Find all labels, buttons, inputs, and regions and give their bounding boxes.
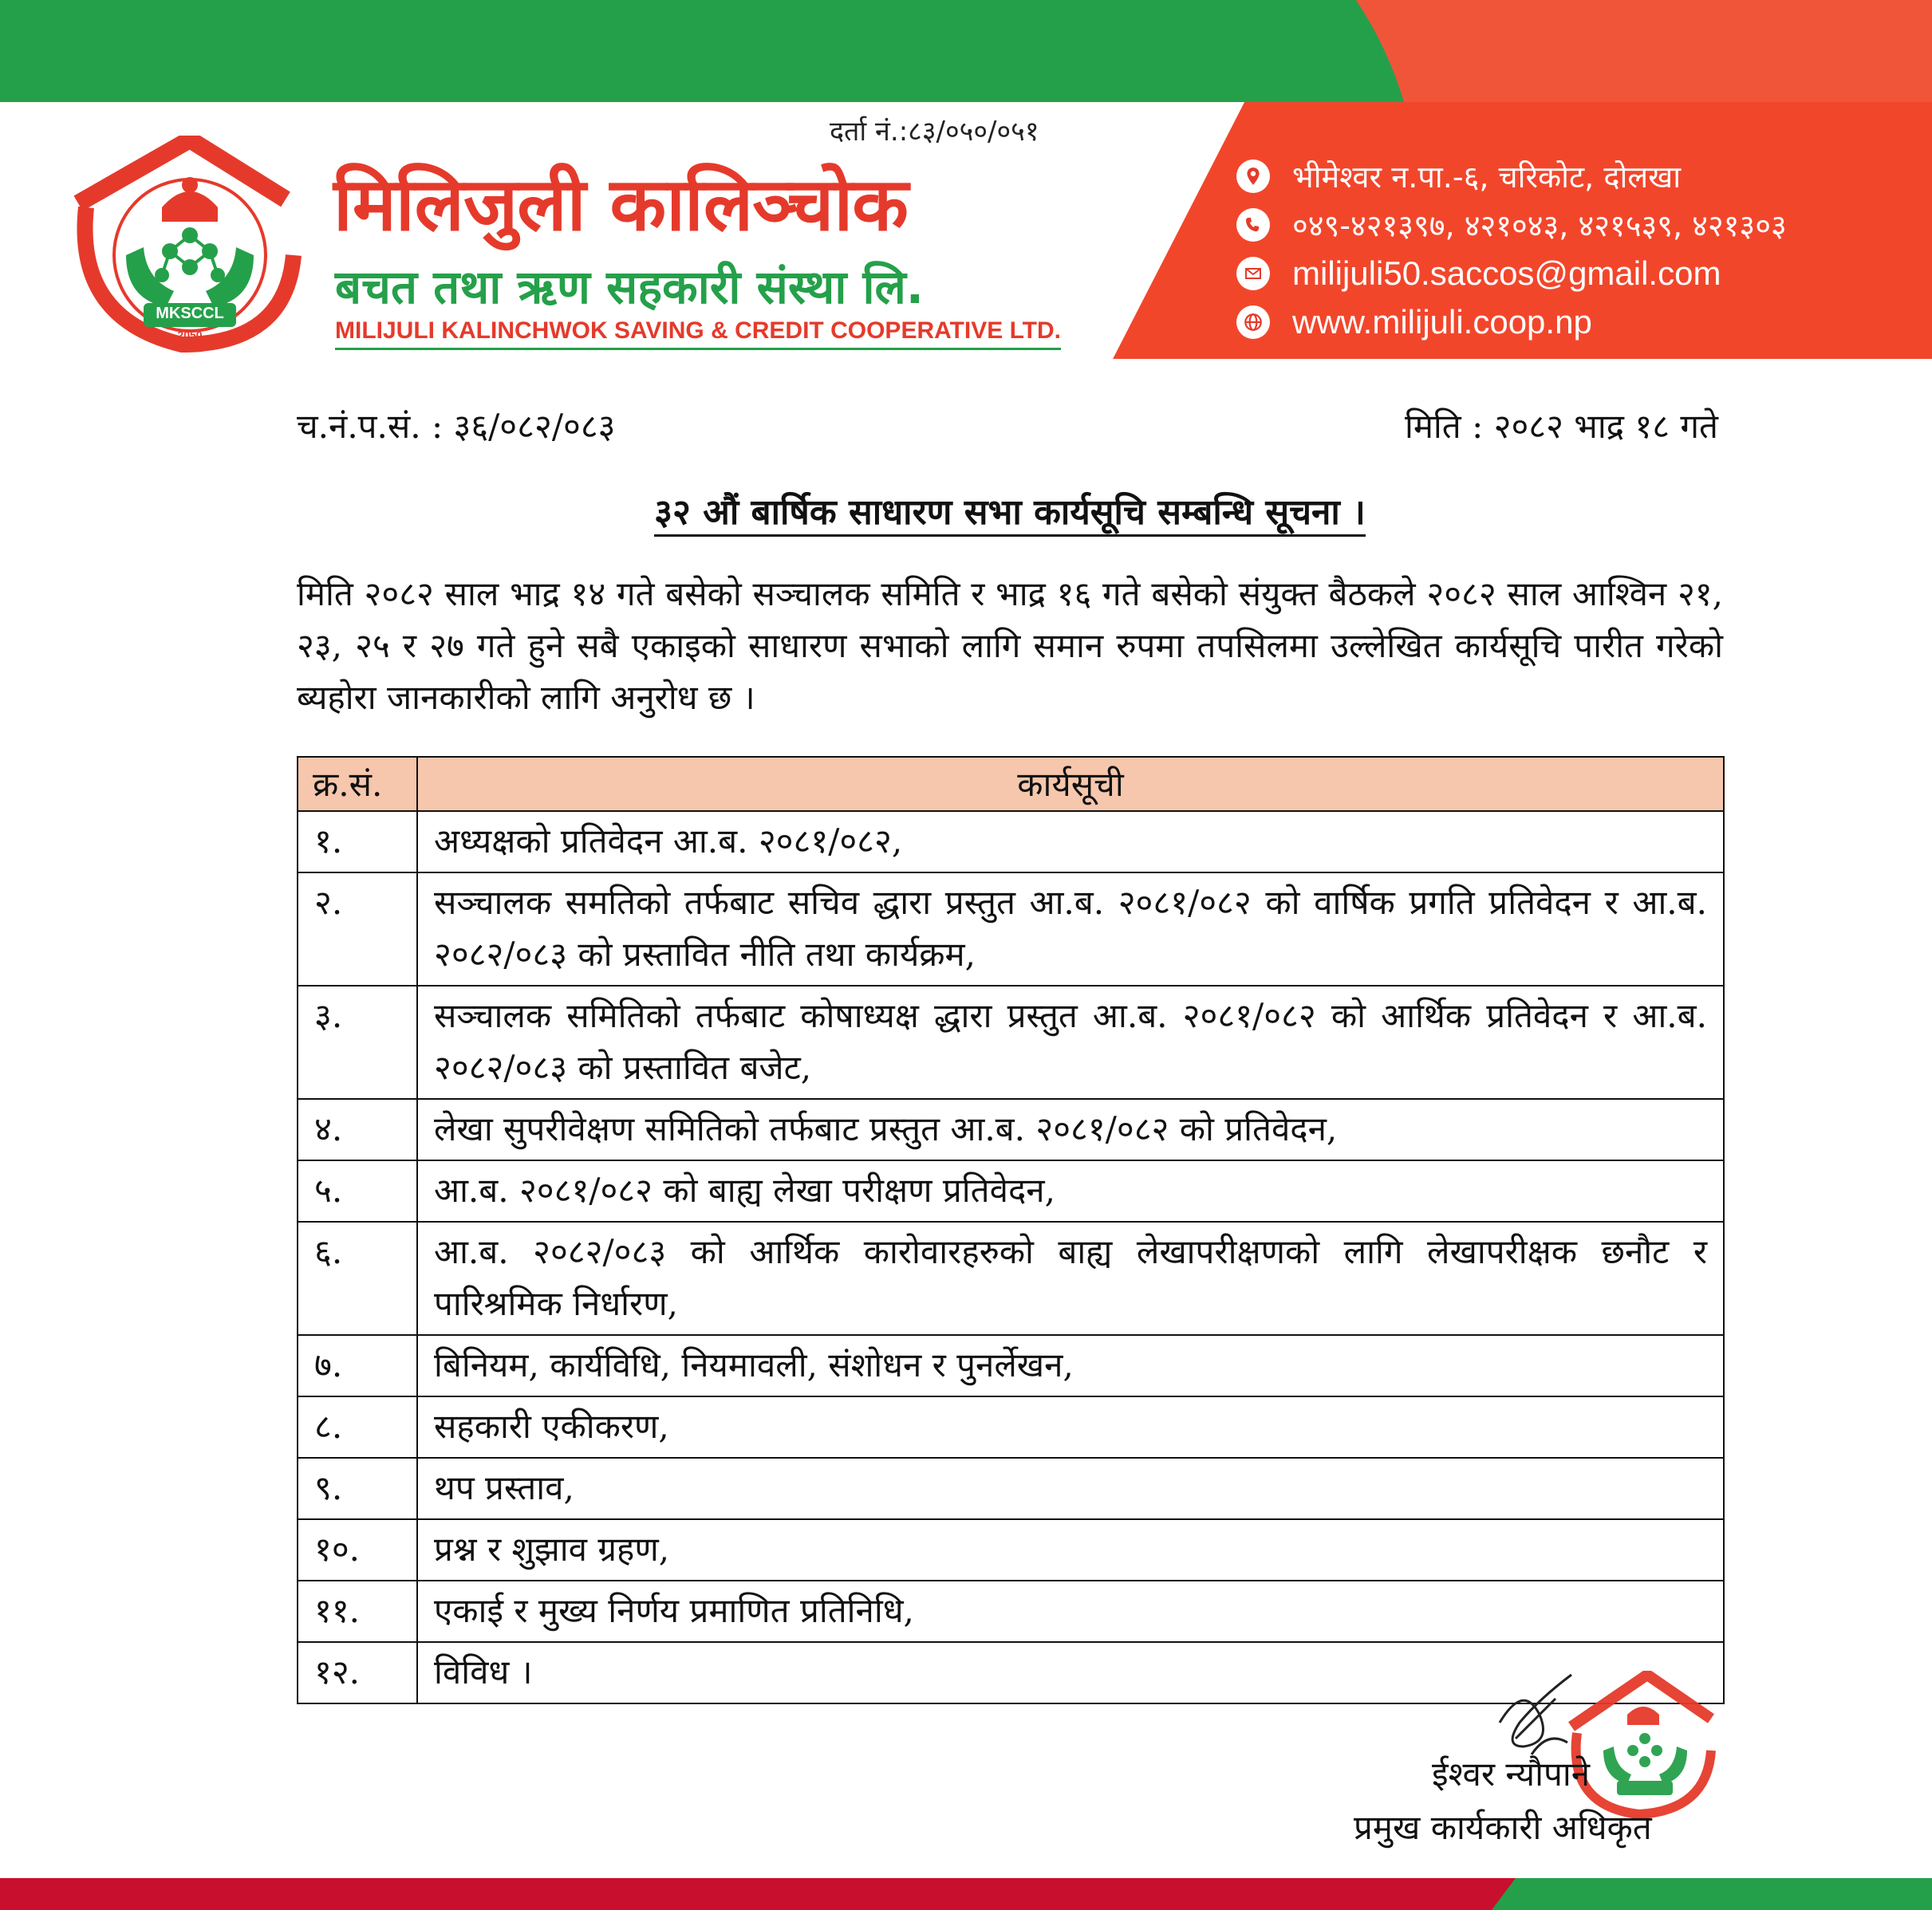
- row-item: आ.ब. २०८१/०८२ को बाह्य लेखा परीक्षण प्रतिवेदन,: [417, 1160, 1724, 1222]
- row-sn: ११.: [298, 1581, 417, 1642]
- contact-email[interactable]: milijuli50.saccos@gmail.com: [1292, 254, 1721, 292]
- footer-band: [0, 1878, 1932, 1910]
- agenda-table: [297, 756, 1725, 1704]
- reference-number: च.नं.प.सं. : ३६/०८२/०८३: [297, 407, 616, 446]
- globe-icon: [1236, 305, 1270, 339]
- table-row: [298, 872, 1724, 986]
- row-item: अध्यक्षको प्रतिवेदन आ.ब. २०८१/०८२,: [417, 811, 1724, 872]
- phone-icon: [1236, 208, 1270, 242]
- table-row: [298, 1458, 1724, 1519]
- row-item: सञ्चालक समितिको तर्फबाट कोषाध्यक्ष द्धारा प्रस्तुत आ.ब. २०८१/०८२ को आर्थिक प्रतिवेदन र आ.ब. २०८२/०८३ को प्रस्तावित बजेट,: [417, 986, 1724, 1099]
- row-item: आ.ब. २०८२/०८३ को आर्थिक कारोवारहरुको बाह्य लेखापरीक्षणको लागि लेखापरीक्षक छनौट र पारिश्रमिक निर्धारण,: [417, 1222, 1724, 1335]
- table-row: [298, 811, 1724, 872]
- organization-name-nepali: मिलिजुली कालिञ्चोक: [333, 162, 908, 247]
- row-item: प्रश्न र शुझाव ग्रहण,: [417, 1519, 1724, 1581]
- row-item: लेखा सुपरीवेक्षण समितिको तर्फबाट प्रस्तुत आ.ब. २०८१/०८२ को प्रतिवेदन,: [417, 1099, 1724, 1160]
- row-item: विविध ।: [417, 1642, 1724, 1703]
- organization-stamp: [1559, 1671, 1719, 1822]
- contact-address-row: [1236, 152, 1922, 200]
- letter-subject-text: ३२ औं बार्षिक साधारण सभा कार्यसूचि सम्बन्धि सूचना ।: [654, 492, 1366, 537]
- table-header-row: [298, 757, 1724, 811]
- row-item: बिनियम, कार्यविधि, नियमावली, संशोधन र पुनर्लेखन,: [417, 1335, 1724, 1396]
- table-row: [298, 1519, 1724, 1581]
- row-sn: १.: [298, 811, 417, 872]
- row-sn: ७.: [298, 1335, 417, 1396]
- logo-text: MKSCCL: [156, 305, 224, 322]
- column-header-sn: क्र.सं.: [298, 757, 417, 811]
- location-icon: [1236, 159, 1270, 193]
- table-row: [298, 986, 1724, 1099]
- organization-subtitle-nepali: बचत तथा ऋण सहकारी संस्था लि.: [335, 260, 924, 314]
- registration-number: दर्ता नं.:८३/०५०/०५१: [830, 116, 1039, 148]
- letter-date: मिति : २०८२ भाद्र १८ गते: [1404, 407, 1718, 446]
- row-item: सहकारी एकीकरण,: [417, 1396, 1724, 1458]
- organization-logo: [70, 136, 302, 359]
- contact-address: भीमेश्वर न.पा.-६, चरिकोट, दोलखा: [1292, 159, 1682, 195]
- table-row: [298, 1222, 1724, 1335]
- contact-block: [1236, 152, 1922, 346]
- contact-website[interactable]: www.milijuli.coop.np: [1292, 302, 1592, 341]
- table-row: [298, 1099, 1724, 1160]
- logo-year: 2050: [177, 329, 203, 341]
- signatory-title: प्रमुख कार्यकारी अधिकृत: [1354, 1808, 1652, 1847]
- column-header-agenda: कार्यसूची: [417, 757, 1724, 811]
- contact-website-row: [1236, 297, 1922, 346]
- row-sn: २.: [298, 872, 417, 986]
- row-sn: ३.: [298, 986, 417, 1099]
- row-sn: १०.: [298, 1519, 417, 1581]
- row-sn: ९.: [298, 1458, 417, 1519]
- organization-name-english: MILIJULI KALINCHWOK SAVING & CREDIT COOPERATIVE LTD.: [335, 317, 1061, 350]
- contact-phone[interactable]: ०४९-४२१३९७, ४२१०४३, ४२१५३९, ४२१३०३: [1292, 207, 1787, 243]
- row-sn: ६.: [298, 1222, 417, 1335]
- table-row: [298, 1160, 1724, 1222]
- row-item: एकाई र मुख्य निर्णय प्रमाणित प्रतिनिधि,: [417, 1581, 1724, 1642]
- contact-email-row: [1236, 249, 1922, 297]
- row-item: सञ्चालक समतिको तर्फबाट सचिव द्धारा प्रस्तुत आ.ब. २०८१/०८२ को वार्षिक प्रगति प्रतिवेदन र आ.ब. २०८२/०८३ को प्रस्तावित नीति तथा कार्यक्रम,: [417, 872, 1724, 986]
- table-row: [298, 1396, 1724, 1458]
- row-item: थप प्रस्ताव,: [417, 1458, 1724, 1519]
- table-row: [298, 1581, 1724, 1642]
- row-sn: ८.: [298, 1396, 417, 1458]
- letter-subject: [297, 486, 1723, 534]
- email-icon: [1236, 257, 1270, 290]
- contact-phone-row: [1236, 200, 1922, 249]
- row-sn: १२.: [298, 1642, 417, 1703]
- row-sn: ५.: [298, 1160, 417, 1222]
- signatory-name: ईश्वर न्यौपाने: [1432, 1754, 1591, 1794]
- table-row: [298, 1335, 1724, 1396]
- letter-body: मिति २०८२ साल भाद्र १४ गते बसेको सञ्चालक समिति र भाद्र १६ गते बसेको संयुक्त बैठकले २०८२ साल आश्विन २१, २३, २५ र २७ गते हुने सबै एकाइको साधारण सभाको लागि समान रुपमा तपसिलमा उल्लेखित कार्यसूचि पारीत गरेको ब्यहोरा जानकारीको लागि अनुरोध छ ।: [297, 574, 1723, 717]
- row-sn: ४.: [298, 1099, 417, 1160]
